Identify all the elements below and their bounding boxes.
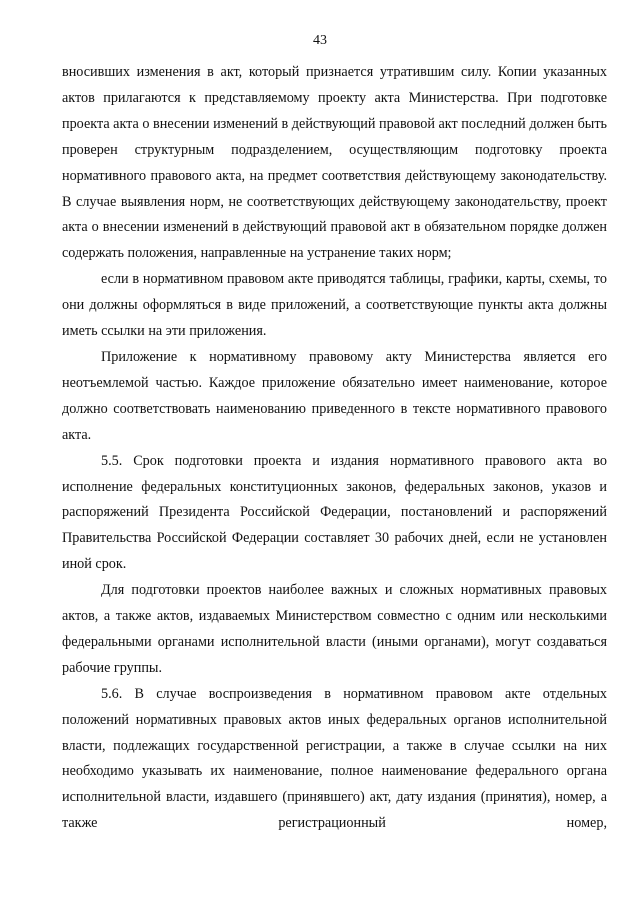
paragraph-5-5-deadline: 5.5. Срок подготовки проекта и издания нормативного правового акта во исполнение федеральных конституционных законов, федеральных законов, указов и распоряжений Президента Российской Федерации, постановлений и распоряжений Правительства Российской Федерации составляет 30 рабочих дней, если не установлен иной срок. <box>62 452 607 573</box>
paragraph-continuation: вносивших изменения в акт, который признается утратившим силу. Копии указанных актов прилагаются к представляемому проекту акта Министерства. При подготовке проекта акта о внесении изменений в действующий правовой акт последний должен быть проверен структурным подразделением, осуществляющим подготовку проекта нормативного правового акта, на предмет соответствия действующему законодательству. В случае выявления норм, не соответствующих действующему законодательству, проект акта о внесении изменений в действующий правовой акт в обязательном порядке должен содержать положения, направленные на устранение таких норм; <box>62 64 607 262</box>
paragraph-appendix: Приложение к нормативному правовому акту Министерства является его неотъемлемой частью. Каждое приложение обязательно имеет наименование, которое должно соответствовать наименованию приведенного в тексте нормативного правового акта. <box>62 348 607 443</box>
page-number: 43 <box>313 33 327 48</box>
body-text <box>62 60 607 837</box>
paragraph-5-6-references: 5.6. В случае воспроизведения в нормативном правовом акте отдельных положений нормативных правовых актов иных федеральных органов исполнительной власти, подлежащих государственной регистрации, а также в случае ссылки на них необходимо указывать их наименование, полное наименование федерального органа исполнительной власти, издавшего (принявшего) акт, дату издания (принятия), номер, а также регистрационный номер, <box>62 685 607 832</box>
paragraph-working-groups: Для подготовки проектов наиболее важных и сложных нормативных правовых актов, а также актов, издаваемых Министерством совместно с одним или несколькими федеральными органами исполнительной власти (иными органами), могут создаваться рабочие группы. <box>62 582 607 676</box>
paragraph-tables-graphs: если в нормативном правовом акте приводятся таблицы, графики, карты, схемы, то они должны оформляться в виде приложений, а соответствующие пункты акта должны иметь ссылки на эти приложения. <box>62 271 607 340</box>
